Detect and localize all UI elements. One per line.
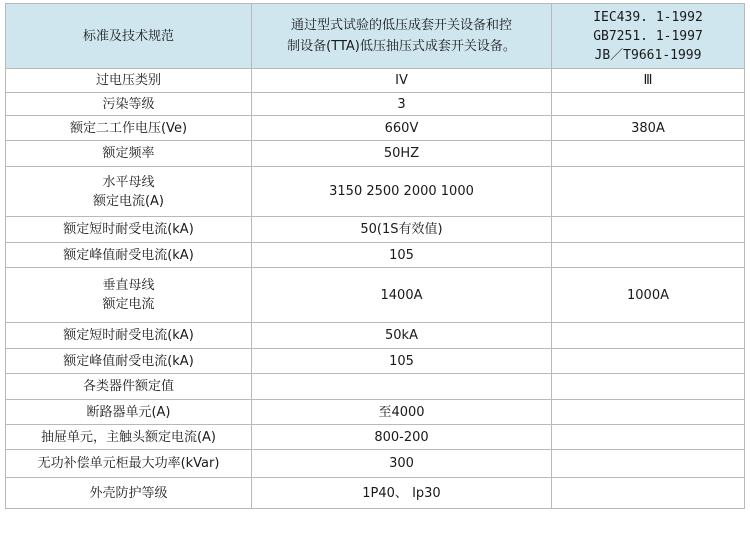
row-label: 额定峰值耐受电流(kA) — [6, 349, 252, 374]
row-label: 污染等级 — [6, 93, 252, 116]
table-row — [6, 243, 745, 268]
row-value: 660V — [252, 116, 552, 141]
row-label-line-2: 额定电流(A) — [92, 193, 165, 209]
row-label: 额定短时耐受电流(kA) — [6, 217, 252, 243]
row-value — [252, 374, 552, 400]
row-value: 3150 2500 2000 1000 — [252, 167, 552, 217]
row-value-alt: Ⅲ — [552, 69, 745, 93]
table-header-row — [6, 4, 745, 69]
spec-table — [5, 3, 745, 509]
header-standards-list — [552, 4, 745, 69]
row-label: 过电压类别 — [6, 69, 252, 93]
table-row — [6, 217, 745, 243]
row-label-line-2: 额定电流 — [102, 297, 155, 312]
row-value: 50kA — [252, 323, 552, 349]
header-standards-label: 标准及技术规范 — [6, 4, 252, 69]
row-label-line-1: 垂直母线 — [102, 278, 155, 293]
row-value-alt — [552, 349, 745, 374]
row-value: 1P40、 Ip30 — [252, 478, 552, 509]
row-value: 105 — [252, 243, 552, 268]
row-value-alt — [552, 374, 745, 400]
row-value-alt — [552, 478, 745, 509]
table-row — [6, 93, 745, 116]
row-value: IV — [252, 69, 552, 93]
row-label: 断路器单元(A) — [6, 400, 252, 425]
row-label-line-1: 水平母线 — [102, 174, 155, 190]
table-row — [6, 268, 745, 323]
row-value-alt — [552, 450, 745, 478]
table-row — [6, 323, 745, 349]
row-label: 无功补偿单元柜最大功率(kVar) — [6, 450, 252, 478]
row-label: 外壳防护等级 — [6, 478, 252, 509]
row-value-alt — [552, 217, 745, 243]
row-value-alt — [552, 141, 745, 167]
row-value: 50(1S有效值) — [252, 217, 552, 243]
table-row — [6, 116, 745, 141]
table-row — [6, 478, 745, 509]
table-row — [6, 141, 745, 167]
row-value: 300 — [252, 450, 552, 478]
table-row — [6, 374, 745, 400]
row-label: 额定峰值耐受电流(kA) — [6, 243, 252, 268]
row-value: 50HZ — [252, 141, 552, 167]
table-row — [6, 349, 745, 374]
table-row — [6, 400, 745, 425]
table-row — [6, 69, 745, 93]
row-label: 抽屉单元，主触头额定电流(A) — [6, 425, 252, 450]
row-label: 各类器件额定值 — [6, 374, 252, 400]
row-value: 至4000 — [252, 400, 552, 425]
header-tta-description — [252, 4, 552, 69]
row-label — [6, 167, 252, 217]
header-tta-line-1: 通过型式试验的低压成套开关设备和控 — [290, 18, 512, 33]
header-tta-line-2: 制设备(TTA)低压抽压式成套开关设备。 — [287, 39, 516, 54]
row-value-alt — [552, 243, 745, 268]
row-value: 1400A — [252, 268, 552, 323]
row-label — [6, 268, 252, 323]
standard-jb: JB／T9661-1999 — [594, 47, 702, 63]
row-value: 800-200 — [252, 425, 552, 450]
row-label: 额定频率 — [6, 141, 252, 167]
row-value: 3 — [252, 93, 552, 116]
table-row — [6, 425, 745, 450]
standard-gb: GB7251. 1-1997 — [593, 28, 703, 44]
table-row — [6, 450, 745, 478]
row-value-alt: 380A — [552, 116, 745, 141]
standard-iec: IEC439. 1-1992 — [593, 9, 703, 25]
row-value-alt — [552, 400, 745, 425]
row-value-alt — [552, 323, 745, 349]
table-row — [6, 167, 745, 217]
row-label: 额定二工作电压(Ve) — [6, 116, 252, 141]
row-value-alt — [552, 167, 745, 217]
row-value: 105 — [252, 349, 552, 374]
row-value-alt: 1000A — [552, 268, 745, 323]
row-label: 额定短时耐受电流(kA) — [6, 323, 252, 349]
row-value-alt — [552, 93, 745, 116]
row-value-alt — [552, 425, 745, 450]
